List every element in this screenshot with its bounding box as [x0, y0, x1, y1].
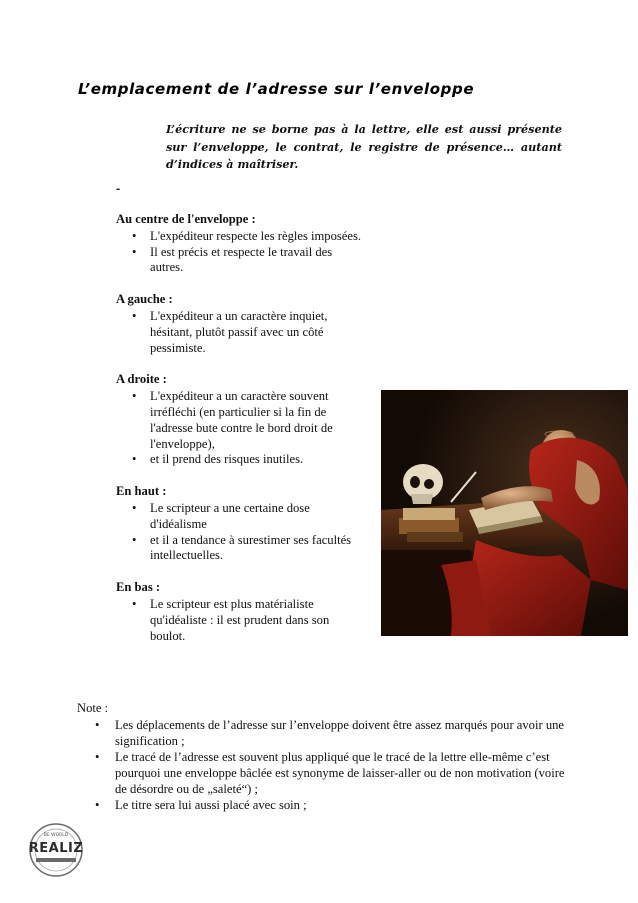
list-item: • L'expéditeur a un caractère souvent irréfléchi (en particulier si la fin de l'adresse bute contre le bord droit de l'enveloppe), [116, 389, 366, 452]
list-item: • Les déplacements de l’adresse sur l’enveloppe doivent être assez marqués pour avoir une signification ; [77, 717, 567, 749]
section-right [116, 372, 366, 468]
section-heading: A droite : [116, 372, 167, 387]
section-heading: Au centre de l'enveloppe : [116, 212, 256, 226]
address-position-sections [116, 212, 366, 660]
logo-text: REALIZ [28, 841, 84, 856]
section-top [116, 484, 366, 564]
page-title: L’emplacement de l’adresse sur l’enveloppe [78, 80, 475, 98]
painting-image [381, 390, 628, 636]
note-block [77, 700, 567, 813]
list-item: • Le scripteur est plus matérialiste qu'idéaliste : il est prudent dans son boulot. [116, 597, 366, 644]
list-item: • et il prend des risques inutiles. [116, 452, 366, 468]
bullet-list [116, 229, 366, 276]
bullet-list [116, 309, 366, 356]
bullet-list [116, 389, 366, 468]
note-heading: Note : [77, 701, 109, 715]
list-item: • Le scripteur a une certaine dose d'idéalisme [116, 501, 366, 533]
bullet-list [116, 597, 366, 644]
bullet-list [116, 501, 366, 564]
section-bottom [116, 580, 366, 644]
list-item: • L'expéditeur a un caractère inquiet, hésitant, plutôt passif avec un côté pessimiste. [116, 309, 366, 356]
section-center [116, 212, 366, 276]
section-heading: En bas : [116, 580, 161, 595]
list-item: • Le tracé de l’adresse est souvent plus appliqué que le tracé de la lettre elle-même c’est pourquoi une enveloppe bâclée est synonyme de laisser-aller ou de non motivation (voire de désordre ou de „saleté“) ; [77, 749, 567, 797]
intro-paragraph: L’écriture ne se borne pas à la lettre, elle est aussi présente sur l’enveloppe, le contrat, le registre de présence… autant d’indices à maîtriser. [166, 122, 562, 171]
list-item: • Le titre sera lui aussi placé avec soin ; [77, 797, 567, 813]
list-item: • et il a tendance à surestimer ses facultés intellectuelles. [116, 533, 366, 565]
realiz-logo [28, 822, 84, 878]
list-item: • L'expéditeur respecte les règles imposées. [116, 229, 366, 245]
list-item: • Il est précis et respecte le travail des autres. [116, 245, 366, 277]
section-heading: A gauche : [116, 292, 173, 307]
note-list [77, 717, 567, 813]
separator-dash: - [116, 184, 121, 195]
logo-top-text: BE WORLD [43, 833, 69, 838]
section-heading: En haut : [116, 484, 167, 499]
section-left [116, 292, 366, 356]
